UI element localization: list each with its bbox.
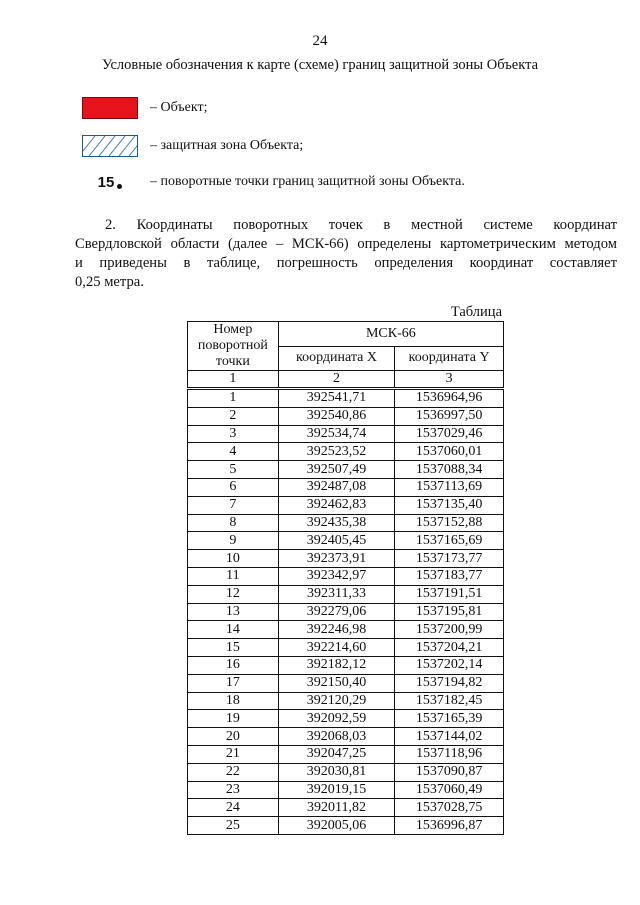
coordinate-y-cell: 1537191,51	[395, 585, 504, 603]
page-number: 24	[312, 33, 328, 49]
coordinate-x-cell: 392246,98	[278, 621, 395, 639]
legend-label: – поворотные точки границ защитной зоны Объекта.	[150, 174, 465, 189]
table-row	[188, 710, 504, 728]
point-number: 15	[97, 173, 115, 191]
paragraph-line: и приведены в таблице, погрешность определения координат составляет	[75, 255, 617, 271]
point-number-cell: 1	[188, 389, 279, 408]
coordinate-y-cell: 1537152,88	[395, 514, 504, 532]
table-caption: Таблица	[450, 304, 502, 320]
coordinate-x-cell: 392534,74	[278, 425, 395, 443]
table-row	[188, 425, 504, 443]
coordinate-x-cell: 392120,29	[278, 692, 395, 710]
legend-item-protective-zone	[82, 134, 303, 158]
table-row	[188, 745, 504, 763]
object-symbol-icon	[82, 97, 138, 119]
coordinate-x-cell: 392279,06	[278, 603, 395, 621]
point-number-cell: 3	[188, 425, 279, 443]
coordinate-y-cell: 1536997,50	[395, 407, 504, 425]
coordinate-x-cell: 392311,33	[278, 585, 395, 603]
coordinate-x-cell: 392182,12	[278, 656, 395, 674]
coordinate-y-cell: 1537113,69	[395, 478, 504, 496]
table-row	[188, 674, 504, 692]
point-number-cell: 7	[188, 496, 279, 514]
table-row	[188, 817, 504, 835]
point-number-cell: 16	[188, 656, 279, 674]
table-row	[188, 550, 504, 568]
table-row	[188, 621, 504, 639]
point-number-cell: 19	[188, 710, 279, 728]
point-number-cell: 11	[188, 567, 279, 585]
coordinate-x-cell: 392030,81	[278, 763, 395, 781]
coordinate-y-cell: 1537060,01	[395, 443, 504, 461]
point-number-cell: 13	[188, 603, 279, 621]
index-cell: 2	[278, 371, 395, 389]
turning-point-symbol-icon	[82, 174, 138, 191]
table-row	[188, 407, 504, 425]
coordinate-y-cell: 1537195,81	[395, 603, 504, 621]
table-row	[188, 799, 504, 817]
point-number-cell: 9	[188, 532, 279, 550]
coordinate-y-cell: 1536964,96	[395, 389, 504, 408]
coordinate-y-cell: 1537183,77	[395, 567, 504, 585]
coordinate-y-cell: 1537088,34	[395, 461, 504, 479]
table-row	[188, 478, 504, 496]
coordinate-x-cell: 392068,03	[278, 728, 395, 746]
index-cell: 1	[188, 371, 279, 389]
coordinate-y-cell: 1537194,82	[395, 674, 504, 692]
point-number-cell: 2	[188, 407, 279, 425]
coordinate-y-cell: 1537144,02	[395, 728, 504, 746]
header-coordinate-x: координата X	[278, 346, 395, 371]
coordinate-x-cell: 392214,60	[278, 639, 395, 657]
coordinate-x-cell: 392523,52	[278, 443, 395, 461]
coordinate-y-cell: 1537204,21	[395, 639, 504, 657]
table-row	[188, 603, 504, 621]
legend-title: Условные обозначения к карте (схеме) границ защитной зоны Объекта	[101, 57, 539, 73]
table-row	[188, 692, 504, 710]
table-row	[188, 656, 504, 674]
point-number-cell: 12	[188, 585, 279, 603]
coordinates-table	[187, 321, 504, 835]
point-number-cell: 24	[188, 799, 279, 817]
point-number-cell: 5	[188, 461, 279, 479]
coordinate-x-cell: 392507,49	[278, 461, 395, 479]
header-coordinate-y: координата Y	[395, 346, 504, 371]
coordinate-x-cell: 392150,40	[278, 674, 395, 692]
coordinate-x-cell: 392047,25	[278, 745, 395, 763]
hatched-zone-symbol-icon	[82, 135, 138, 157]
paragraph-line: Свердловской области (далее – МСК-66) определены картометрическим методом	[75, 236, 617, 252]
table-row	[188, 496, 504, 514]
table-row	[188, 781, 504, 799]
point-number-cell: 20	[188, 728, 279, 746]
header-group-msk66: МСК-66	[278, 322, 503, 347]
coordinate-x-cell: 392011,82	[278, 799, 395, 817]
legend-label: – защитная зона Объекта;	[150, 138, 304, 153]
table-row	[188, 514, 504, 532]
coordinate-x-cell: 392405,45	[278, 532, 395, 550]
header-point-number: Номер поворотной точки	[188, 322, 279, 371]
coordinate-x-cell: 392005,06	[278, 817, 395, 835]
point-number-cell: 8	[188, 514, 279, 532]
paragraph-line: 0,25 метра.	[75, 274, 144, 290]
point-number-cell: 22	[188, 763, 279, 781]
coordinate-y-cell: 1537182,45	[395, 692, 504, 710]
coordinate-y-cell: 1537090,87	[395, 763, 504, 781]
point-number-cell: 15	[188, 639, 279, 657]
coordinates-paragraph	[75, 216, 617, 292]
legend-item-turning-points	[82, 170, 465, 194]
coordinate-y-cell: 1537135,40	[395, 496, 504, 514]
table-row	[188, 567, 504, 585]
table-row	[188, 763, 504, 781]
table-row	[188, 389, 504, 408]
coordinate-y-cell: 1537028,75	[395, 799, 504, 817]
coordinate-x-cell: 392487,08	[278, 478, 395, 496]
table-row	[188, 728, 504, 746]
table-row	[188, 461, 504, 479]
index-cell: 3	[395, 371, 504, 389]
coordinate-y-cell: 1537060,49	[395, 781, 504, 799]
coordinate-y-cell: 1537165,39	[395, 710, 504, 728]
legend-item-object	[82, 96, 207, 120]
coordinate-y-cell: 1537173,77	[395, 550, 504, 568]
coordinate-x-cell: 392019,15	[278, 781, 395, 799]
table-row	[188, 639, 504, 657]
point-number-cell: 10	[188, 550, 279, 568]
point-number-cell: 4	[188, 443, 279, 461]
point-number-cell: 21	[188, 745, 279, 763]
point-number-cell: 25	[188, 817, 279, 835]
point-number-cell: 17	[188, 674, 279, 692]
coordinate-x-cell: 392373,91	[278, 550, 395, 568]
paragraph-line: 2. Координаты поворотных точек в местной системе координат	[105, 217, 617, 233]
point-number-cell: 6	[188, 478, 279, 496]
coordinate-x-cell: 392462,83	[278, 496, 395, 514]
coordinate-y-cell: 1536996,87	[395, 817, 504, 835]
point-number-cell: 18	[188, 692, 279, 710]
coordinate-x-cell: 392435,38	[278, 514, 395, 532]
coordinate-x-cell: 392092,59	[278, 710, 395, 728]
coordinate-x-cell: 392540,86	[278, 407, 395, 425]
coordinate-x-cell: 392541,71	[278, 389, 395, 408]
table-row	[188, 585, 504, 603]
coordinate-y-cell: 1537202,14	[395, 656, 504, 674]
point-number-cell: 23	[188, 781, 279, 799]
table-row	[188, 443, 504, 461]
coordinate-y-cell: 1537029,46	[395, 425, 504, 443]
coordinate-y-cell: 1537200,99	[395, 621, 504, 639]
legend-label: – Объект;	[150, 100, 208, 115]
table-row	[188, 532, 504, 550]
point-number-cell: 14	[188, 621, 279, 639]
coordinate-y-cell: 1537118,96	[395, 745, 504, 763]
coordinate-x-cell: 392342,97	[278, 567, 395, 585]
coordinate-y-cell: 1537165,69	[395, 532, 504, 550]
point-dot-icon	[117, 184, 122, 189]
